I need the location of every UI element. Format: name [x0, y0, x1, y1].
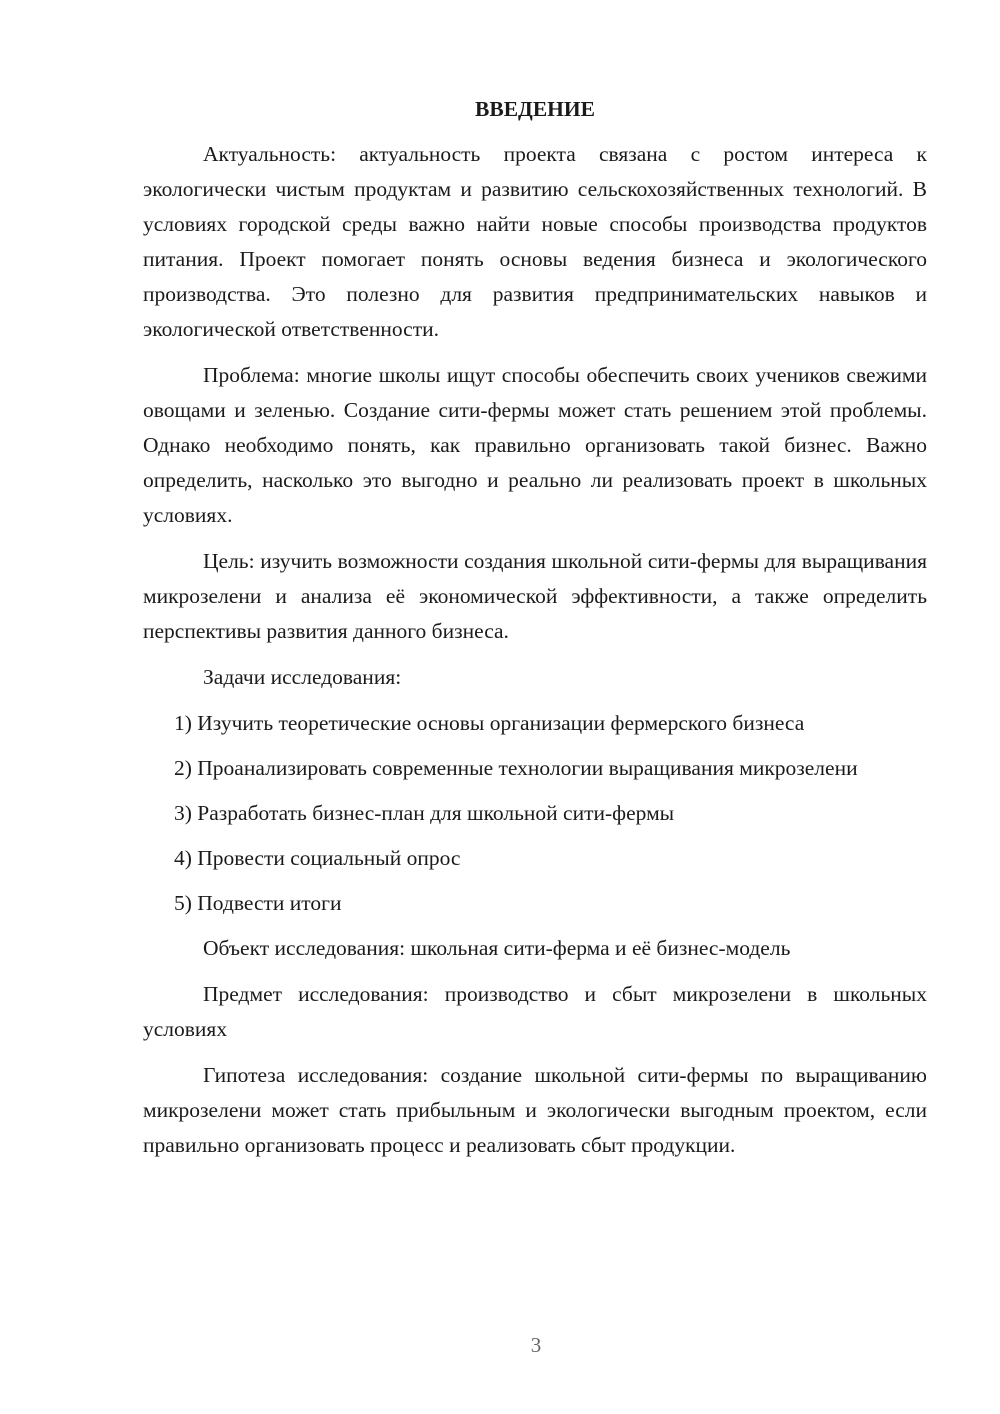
- task-item-2: 2) Проанализировать современные технологии выращивания микрозелени: [174, 756, 858, 780]
- paragraph-goal: Цель: изучить возможности создания школьной сити-фермы для выращивания микрозелени и анализа её экономической эффективности, а также определить перспективы развития данного бизнеса.: [143, 549, 927, 643]
- tasks-heading: Задачи исследования:: [203, 665, 402, 689]
- task-item-3: 3) Разработать бизнес-план для школьной сити-фермы: [174, 801, 675, 825]
- paragraph-hypothesis: Гипотеза исследования: создание школьной сити-фермы по выращиванию микрозелени может стать прибыльным и экологически выгодным проектом, если правильно организовать процесс и реализовать сбыт продукции.: [143, 1063, 927, 1157]
- task-item-4: 4) Провести социальный опрос: [174, 846, 461, 870]
- paragraph-problem: Проблема: многие школы ищут способы обеспечить своих учеников свежими овощами и зеленью. Создание сити-фермы может стать решением этой проблемы. Однако необходимо понять, как правильно организовать такой бизнес. Важно определить, насколько это выгодно и реально ли реализовать проект в школьных условиях.: [143, 363, 927, 527]
- paragraph-object: Объект исследования: школьная сити-ферма и её бизнес-модель: [203, 936, 791, 960]
- paragraph-subject: Предмет исследования: производство и сбыт микрозелени в школьных условиях: [143, 982, 927, 1041]
- page-title: ВВЕДЕНИЕ: [475, 97, 595, 121]
- paragraph-relevance: Актуальность: актуальность проекта связана с ростом интереса к экологически чистым продуктам и развитию сельскохозяйственных технологий. В условиях городской среды важно найти новые способы производства продуктов питания. Проект помогает понять основы ведения бизнеса и экологического производства. Это полезно для развития предпринимательских навыков и экологической ответственности.: [143, 142, 927, 341]
- page-number: 3: [530, 1333, 542, 1357]
- task-item-5: 5) Подвести итоги: [174, 891, 342, 915]
- task-item-1: 1) Изучить теоретические основы организации фермерского бизнеса: [174, 711, 805, 735]
- document-body: [143, 92, 927, 1174]
